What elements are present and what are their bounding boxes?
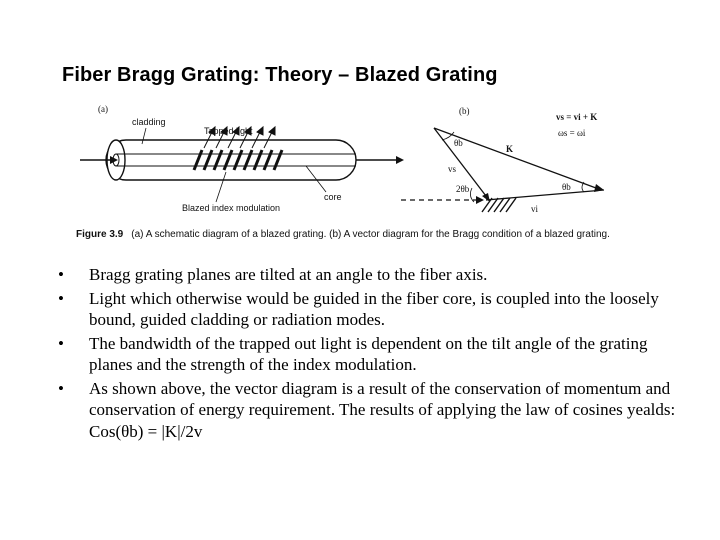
label-theta-b: θb <box>454 138 463 148</box>
slide-title: Fiber Bragg Grating: Theory – Blazed Grating <box>62 64 498 86</box>
label-tapped-light: Tapped light <box>204 126 253 136</box>
leader-core <box>306 166 326 192</box>
leader-blazed-index <box>216 172 226 202</box>
bullet-text: As shown above, the vector diagram is a result of the conservation of momentum and conservation of energy requirement. The results of applying the law of cosines yealds: Cos(θb) = |K|/2v <box>89 378 676 441</box>
bullet-marker: • <box>58 333 64 353</box>
blazed-grating-planes <box>194 150 282 170</box>
label-two-theta-b: 2θb <box>456 184 470 194</box>
output-arrowhead <box>396 156 404 164</box>
equation-omega: ωs = ωi <box>558 128 586 138</box>
caption-text: (a) A schematic diagram of a blazed grating. (b) A vector diagram for the Bragg condition of a blazed grating. <box>131 229 610 240</box>
bullet-text: Bragg grating planes are tilted at an angle to the fiber axis. <box>89 265 488 284</box>
leader-cladding <box>142 128 146 144</box>
label-vs: vs <box>448 164 457 174</box>
label-K: K <box>506 144 514 154</box>
dashed-ray-head <box>476 196 484 204</box>
label-blazed-index: Blazed index modulation <box>182 203 281 213</box>
equation-vector: vs = vi + K <box>556 112 598 122</box>
bullet-marker: • <box>58 265 64 284</box>
label-theta-b2: θb <box>562 182 571 192</box>
figure-caption <box>76 229 636 241</box>
label-core: core <box>324 192 342 202</box>
panel-a-label: (a) <box>98 104 108 114</box>
panel-b-label: (b) <box>459 106 470 116</box>
bullet-item <box>56 288 686 331</box>
bullet-text: The bandwidth of the trapped out light is dependent on the tilt angle of the grating planes and the strength of the index modulation. <box>89 333 648 374</box>
label-vi: vi <box>531 204 539 214</box>
bullet-text: Light which otherwise would be guided in the fiber core, is coupled into the loosely bound, guided cladding or radiation modes. <box>89 288 659 329</box>
bullet-marker: • <box>58 378 64 398</box>
bullet-item <box>56 333 686 376</box>
fiber-cladding-shape <box>106 140 356 180</box>
bullet-item <box>56 378 686 443</box>
label-cladding: cladding <box>132 117 166 127</box>
caption-figure-number: Figure 3.9 <box>76 229 124 240</box>
bullet-marker: • <box>58 288 64 308</box>
figure-diagram <box>76 100 636 230</box>
bullet-list <box>56 264 686 444</box>
bullet-item <box>56 264 686 286</box>
vector-vs-head <box>482 193 490 202</box>
